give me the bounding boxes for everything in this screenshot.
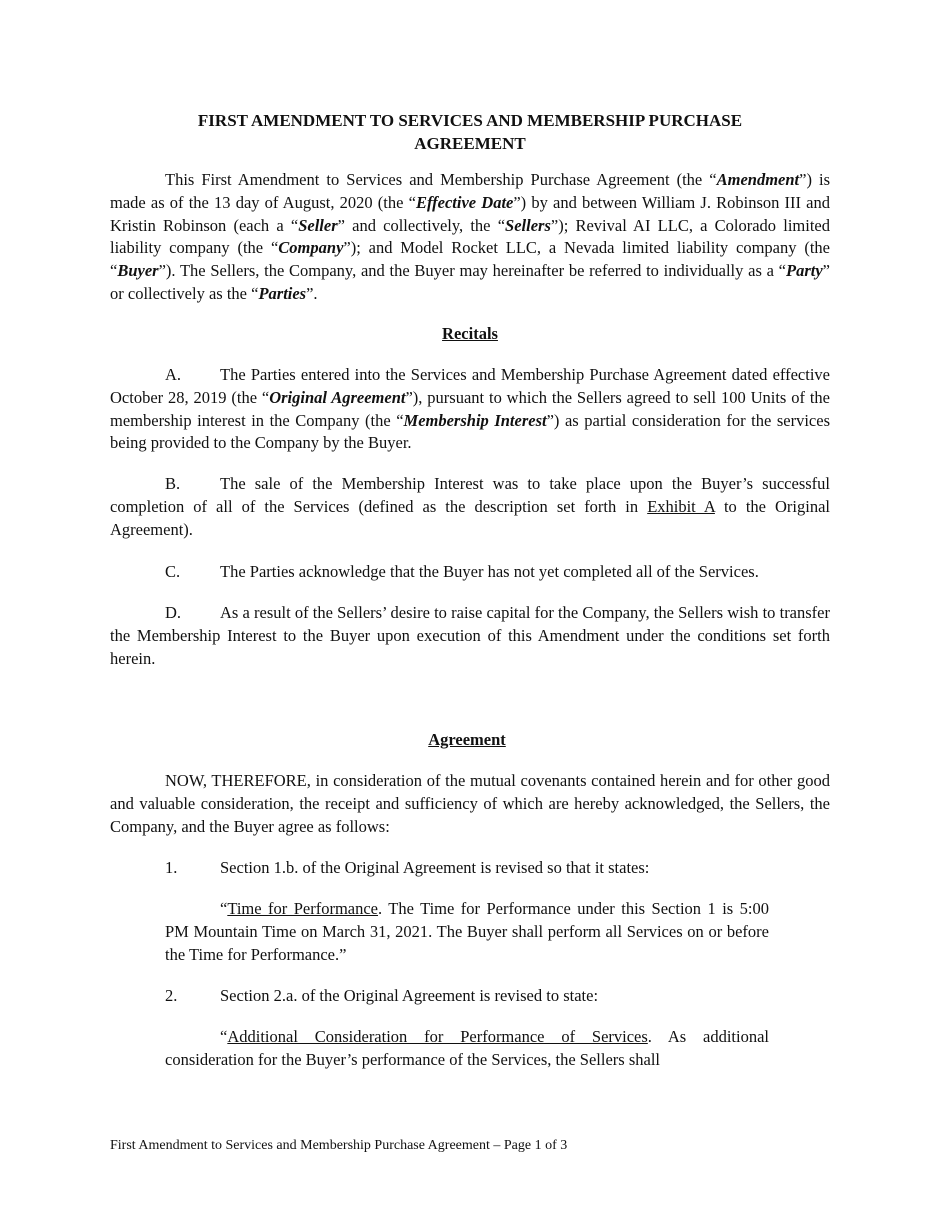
item-1: 1. Section 1.b. of the Original Agreement is revised so that it states: <box>165 858 650 877</box>
recital-a: A. The Parties entered into the Services and Membership Purchase Agreement dated effective October 28, 2019 (the “Original Agreement”), pursuant to which the Sellers agreed to sell 100 Units of the membership interest in the Company (the “Membership Interest”) as partial consideration for the services being provided to the Company by the Buyer. <box>110 365 830 453</box>
title-line-2: AGREEMENT <box>414 133 526 153</box>
now-therefore-paragraph: NOW, THEREFORE, in consideration of the mutual covenants contained herein and for other good and valuable consideration, the receipt and sufficiency of which are hereby acknowledged, the Sellers, the Company, and the Buyer agree as follows: <box>110 771 830 836</box>
page-footer: First Amendment to Services and Membership Purchase Agreement – Page 1 of 3 <box>110 1138 568 1153</box>
title-line-1: FIRST AMENDMENT TO SERVICES AND MEMBERSHIP PURCHASE <box>197 111 743 130</box>
agreement-heading: Agreement <box>428 730 506 749</box>
exhibit-a-reference: Exhibit A <box>647 496 715 516</box>
recital-d: D. As a result of the Sellers’ desire to raise capital for the Company, the Sellers wish to transfer the Membership Interest to the Buyer upon execution of this Amendment under the conditions set forth herein. <box>110 603 830 668</box>
document-title <box>110 110 830 155</box>
recitals-heading: Recitals <box>442 324 498 343</box>
quote-additional-consideration: “Additional Consideration for Performance of Services. As additional consideration for the Buyer’s performance of the Services, the Sellers shall <box>165 1027 769 1069</box>
item-2: 2. Section 2.a. of the Original Agreement is revised to state: <box>165 986 599 1005</box>
recital-b: B. The sale of the Membership Interest was to take place upon the Buyer’s successful completion of all of the Services (defined as the description set forth in Exhibit A to the Original Agreement). <box>110 474 830 539</box>
intro-paragraph: This First Amendment to Services and Membership Purchase Agreement (the “Amendment”) is made as of the 13 day of August, 2020 (the “Effective Date”) by and between William J. Robinson III and Kristin Robinson (each a “Seller” and collectively, the “Sellers”); Revival AI LLC, a Colorado limited liability company (the “Company”); and Model Rocket LLC, a Nevada limited liability company (the “Buyer”). The Sellers, the Company, and the Buyer may hereinafter be referred to individually as a “Party” or collectively as the “Parties”. <box>110 170 831 303</box>
quote-time-for-performance: “Time for Performance. The Time for Performance under this Section 1 is 5:00 PM Mountain Time on March 31, 2021. The Buyer shall perform all Services on or before the Time for Performance.” <box>165 899 769 964</box>
recital-c: C. The Parties acknowledge that the Buyer has not yet completed all of the Services. <box>165 562 759 581</box>
